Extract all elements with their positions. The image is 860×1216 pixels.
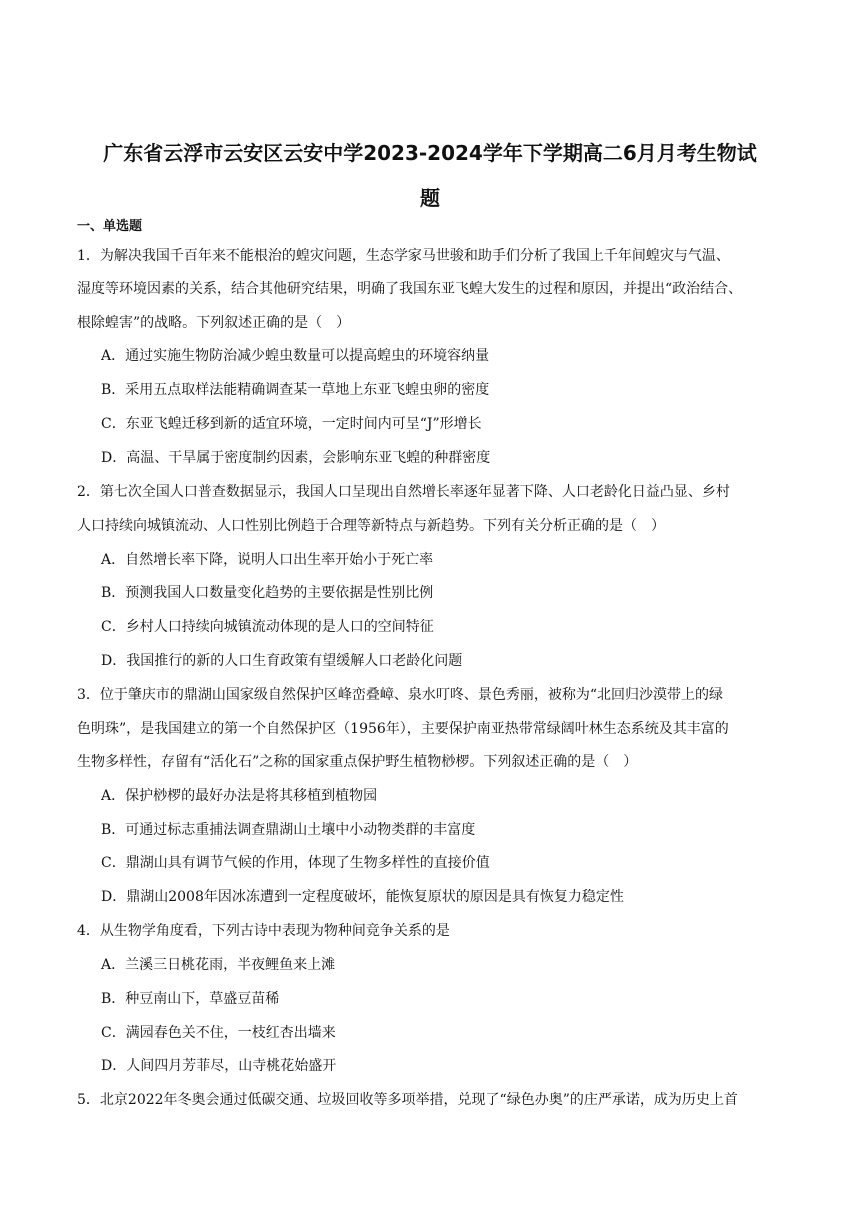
question-1-stem-line-2: 湿度等环境因素的关系，结合其他研究结果，明确了我国东亚飞蝗大发生的过程和原因，并提出“政治结合、: [77, 281, 743, 297]
question-3-option-d: D．鼎湖山2008年因冰冻遭到一定程度破坏，能恢复原状的原因是具有恢复力稳定性: [101, 889, 624, 905]
question-4-option-d: D．人间四月芳菲尽，山寺桃花始盛开: [101, 1058, 337, 1074]
document-title: 广东省云浮市云安区云安中学2023-2024学年下学期高二6月月考生物试: [103, 141, 757, 165]
question-3-stem-line-2: 色明珠”，是我国建立的第一个自然保护区（1956年），主要保护南亚热带常绿阔叶林生态系统及其丰富的: [77, 721, 729, 737]
document-title-continued: 题: [420, 186, 440, 210]
question-4-option-c: C．满园春色关不住，一枝红杏出墙来: [101, 1025, 336, 1041]
question-2-option-d: D．我国推行的新的人口生育政策有望缓解人口老龄化问题: [101, 653, 463, 669]
question-1-stem-line-1: 1．为解决我国千百年来不能根治的蝗灾问题，生态学家马世骏和助手们分析了我国上千年间蝗灾与气温、: [77, 248, 730, 264]
question-3-option-a: A．保护桫椤的最好办法是将其移植到植物园: [101, 788, 378, 804]
question-2-option-a: A．自然增长率下降，说明人口出生率开始小于死亡率: [101, 552, 434, 568]
question-1-stem-line-3: 根除蝗害”的战略。下列叙述正确的是（ ）: [77, 315, 351, 331]
question-2-stem-line-1: 2．第七次全国人口普查数据显示，我国人口呈现出自然增长率逐年显著下降、人口老龄化日益凸显、乡村: [77, 484, 730, 500]
question-1-option-c: C．东亚飞蝗迁移到新的适宜环境，一定时间内可呈“J”形增长: [101, 416, 482, 432]
question-3-stem-line-1: 3．位于肇庆市的鼎湖山国家级自然保护区峰峦叠嶂、泉水叮咚、景色秀丽，被称为“北回归沙漠带上的绿: [77, 687, 724, 703]
section-heading: 一、单选题: [77, 219, 143, 234]
question-1-option-d: D．高温、干旱属于密度制约因素，会影响东亚飞蝗的种群密度: [101, 450, 491, 466]
question-2-option-b: B．预测我国人口数量变化趋势的主要依据是性别比例: [101, 585, 434, 601]
question-1-option-b: B．采用五点取样法能精确调查某一草地上东亚飞蝗虫卵的密度: [101, 382, 490, 398]
question-4-option-a: A．兰溪三日桃花雨，半夜鲤鱼来上滩: [101, 957, 336, 973]
question-3-option-c: C．鼎湖山具有调节气候的作用，体现了生物多样性的直接价值: [101, 855, 490, 871]
question-4-stem-line-1: 4．从生物学角度看，下列古诗中表现为物种间竞争关系的是: [77, 923, 450, 939]
question-2-stem-line-2: 人口持续向城镇流动、人口性别比例趋于合理等新特点与新趋势。下列有关分析正确的是（ ）: [77, 518, 665, 534]
question-3-stem-line-3: 生物多样性，存留有“活化石”之称的国家重点保护野生植物桫椤。下列叙述正确的是（ ）: [77, 754, 638, 770]
question-1-option-a: A．通过实施生物防治减少蝗虫数量可以提高蝗虫的环境容纳量: [101, 348, 490, 364]
question-5-stem-line-1: 5．北京2022年冬奥会通过低碳交通、垃圾回收等多项举措，兑现了“绿色办奥”的庄严承诺，成为历史上首: [77, 1092, 738, 1108]
question-2-option-c: C．乡村人口持续向城镇流动体现的是人口的空间特征: [101, 619, 434, 635]
question-3-option-b: B．可通过标志重捕法调查鼎湖山土壤中小动物类群的丰富度: [101, 822, 476, 838]
question-4-option-b: B．种豆南山下，草盛豆苗稀: [101, 991, 280, 1007]
